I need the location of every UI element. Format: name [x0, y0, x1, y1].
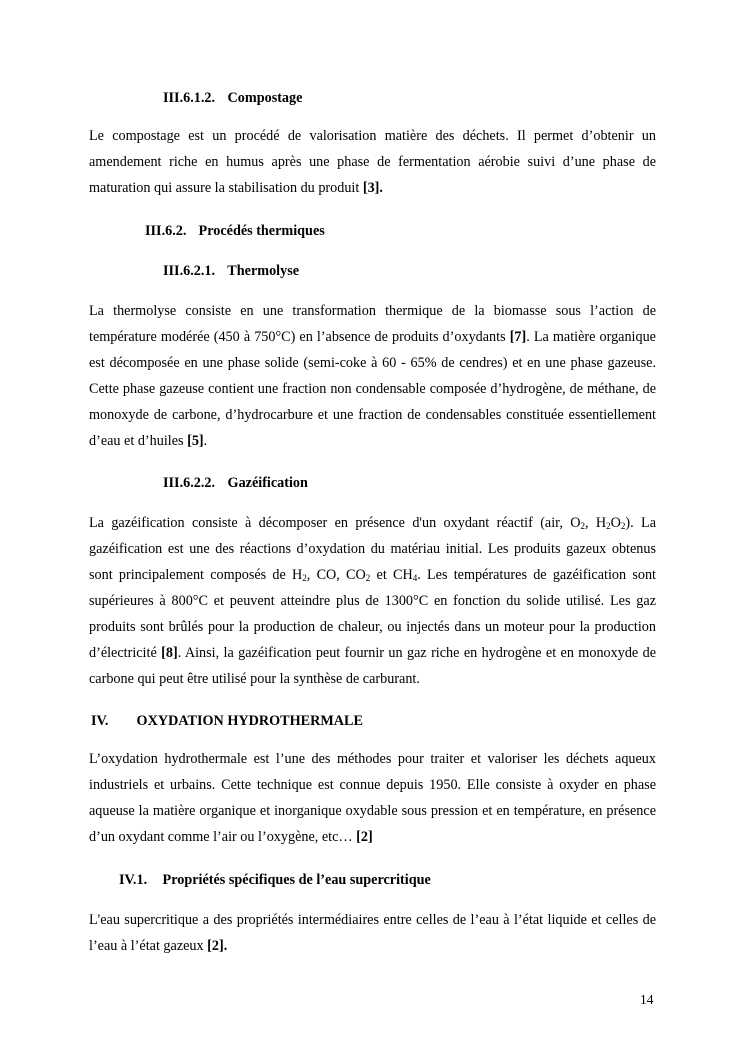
paragraph-gazeification — [89, 510, 656, 692]
subscript: 2 — [365, 573, 371, 583]
heading-4 — [91, 712, 363, 730]
paragraph-text: O — [610, 515, 621, 531]
heading-3612 — [163, 89, 302, 107]
heading-41 — [119, 871, 431, 889]
subscript: 4 — [412, 573, 418, 583]
heading-number: IV. — [91, 713, 109, 729]
subscript: 2 — [606, 521, 611, 531]
paragraph-eau-supercritique — [89, 907, 656, 959]
heading-title: Propriétés spécifiques de l’eau supercritique — [162, 872, 431, 888]
paragraph-text: . Les températures de gazéification sont supérieures à 800°C et peuvent atteindre plus de 1300°C en fonction du solide utilisé. Les gaz produits sont brûlés pour la production de chaleur, ou injectés dans un moteur pour la production d’électricité — [89, 567, 656, 661]
heading-3621 — [163, 262, 299, 280]
heading-title: Thermolyse — [227, 263, 300, 279]
heading-number: III.6.2.2. — [163, 475, 216, 491]
reference-citation: [5] — [187, 433, 204, 449]
reference-citation: [7] — [509, 329, 527, 345]
heading-title: Procédés thermiques — [198, 223, 325, 239]
paragraph-text: et CH — [370, 567, 413, 583]
reference-citation: [2] — [356, 829, 373, 845]
heading-number: III.6.1.2. — [163, 90, 216, 106]
reference-citation: [3]. — [362, 180, 383, 196]
heading-number: III.6.2.1. — [163, 263, 216, 279]
heading-title: OXYDATION HYDROTHERMALE — [136, 713, 363, 729]
heading-number: IV.1. — [119, 872, 148, 888]
paragraph-oxydation — [89, 746, 656, 850]
subscript: 2 — [620, 521, 626, 531]
paragraph-compostage — [89, 123, 656, 201]
page-number: 14 — [640, 992, 654, 1007]
heading-3622 — [163, 474, 308, 492]
heading-362 — [145, 222, 325, 240]
paragraph-text: La gazéification consiste à décomposer en présence d'un oxydant réactif (air, O — [89, 515, 581, 531]
paragraph-text: L'eau supercritique a des propriétés intermédiaires entre celles de l’eau à l’état liquide et celles de l’eau à l’état gazeux — [89, 912, 656, 954]
paragraph-text: La thermolyse consiste en une transformation thermique de la biomasse sous l’action de température modérée (450 à 750°C) en l’absence de produits d’oxydants — [89, 303, 656, 345]
paragraph-text: . — [203, 433, 208, 449]
heading-number: III.6.2. — [145, 223, 187, 239]
heading-title: Gazéification — [227, 475, 308, 491]
subscript: 2 — [302, 573, 307, 583]
paragraph-text: , CO, CO — [306, 567, 366, 583]
paragraph-text: . Ainsi, la gazéification peut fournir un gaz riche en hydrogène et en monoxyde de carbone qui peut être utilisé pour la synthèse de carburant. — [89, 645, 656, 687]
paragraph-text: Le compostage est un procédé de valorisation matière des déchets. Il permet d’obtenir un amendement riche en humus après une phase de fermentation aérobie suivi d’une phase de maturation qui assure la stabilisation du produit — [89, 128, 656, 196]
paragraph-text: L’oxydation hydrothermale est l’une des méthodes pour traiter et valoriser les déchets aqueux industriels et urbains. Cette technique est connue depuis 1950. Elle consiste à oxyder en phase aqueuse la matière organique et inorganique oxydable sous pression et en température, en présence d’un oxydant comme l’air ou l’oxygène, etc… — [89, 751, 656, 845]
subscript: 2 — [580, 521, 585, 531]
paragraph-thermolyse — [89, 298, 656, 454]
paragraph-text: , H — [584, 515, 607, 531]
reference-citation: [2]. — [207, 938, 228, 954]
paragraph-text: . La matière organique est décomposée en une phase solide (semi-coke à 60 - 65% de cendres) et en une phase gazeuse. Cette phase gazeuse contient une fraction non condensable composée d’hydrogène, de méthane, de monoxyde de carbone, d’hydrocarbure et une fraction de condensables constituée essentiellement d’eau et d’huiles — [89, 329, 656, 449]
heading-title: Compostage — [227, 90, 303, 106]
reference-citation: [8] — [161, 645, 178, 661]
paragraph-text: ). La gazéification est une des réactions d’oxydation du matériau initial. Les produits gazeux obtenus sont principalement composés de H — [89, 515, 657, 583]
